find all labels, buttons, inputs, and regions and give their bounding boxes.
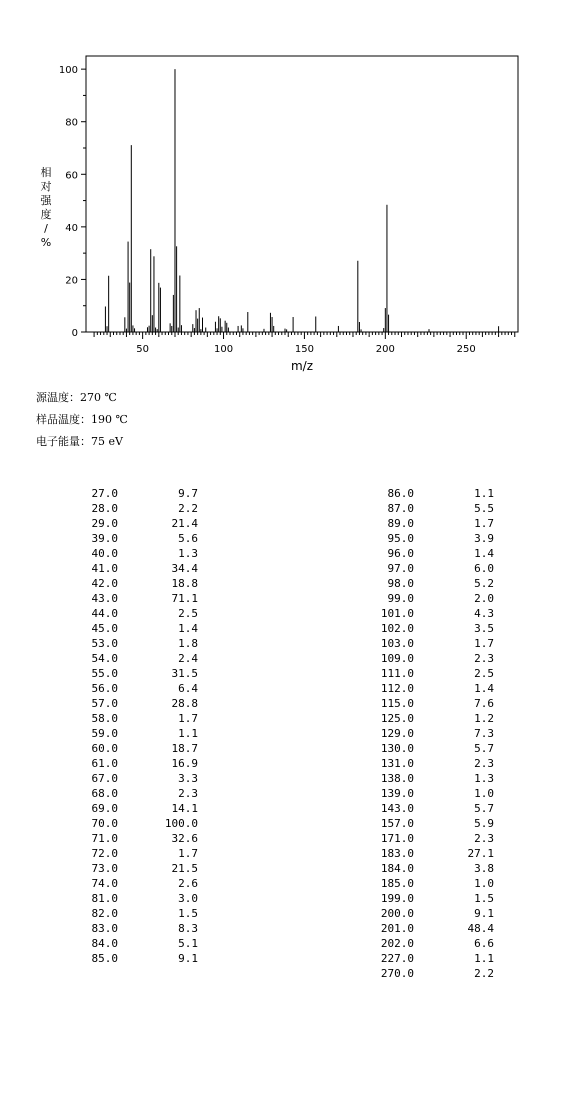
- peak-row: [382, 921, 494, 936]
- intensity-value: 5.1: [178, 937, 198, 950]
- mz-value: 53.0: [91, 637, 118, 650]
- mz-value: 40.0: [91, 547, 118, 560]
- x-tick-label: 200: [375, 344, 395, 355]
- intensity-value: 4.3: [474, 607, 494, 620]
- mz-value: 200.0: [380, 907, 414, 920]
- mz-value: 101.0: [380, 607, 414, 620]
- mz-value: 171.0: [380, 832, 414, 845]
- mz-value: 56.0: [91, 682, 118, 695]
- mz-value: 185.0: [380, 877, 414, 890]
- mz-value: 84.0: [91, 937, 118, 950]
- mz-value: 157.0: [380, 817, 414, 830]
- mz-value: 54.0: [91, 652, 118, 665]
- mz-value: 74.0: [91, 877, 118, 890]
- mz-value: 270.0: [380, 967, 414, 980]
- peak-row: [382, 876, 494, 891]
- intensity-value: 3.9: [474, 532, 494, 545]
- mz-value: 86.0: [387, 487, 414, 500]
- electron-energy: [36, 433, 123, 449]
- intensity-value: 2.4: [178, 652, 198, 665]
- intensity-value: 2.0: [474, 592, 494, 605]
- intensity-value: 3.5: [474, 622, 494, 635]
- intensity-value: 1.2: [474, 712, 494, 725]
- mz-value: 103.0: [380, 637, 414, 650]
- intensity-value: 5.9: [474, 817, 494, 830]
- intensity-value: 2.5: [178, 607, 198, 620]
- peak-row: [86, 501, 198, 516]
- peak-row: [86, 951, 198, 966]
- peak-row: [382, 576, 494, 591]
- peak-row: [86, 696, 198, 711]
- intensity-value: 1.4: [474, 547, 494, 560]
- y-tick-label: 80: [65, 117, 78, 129]
- sample-temperature: [36, 411, 128, 427]
- electron-energy-label: 电子能量：: [36, 435, 91, 448]
- intensity-value: 71.1: [171, 592, 198, 605]
- peak-row: [86, 861, 198, 876]
- mz-value: 131.0: [380, 757, 414, 770]
- peak-row: [86, 726, 198, 741]
- mz-value: 73.0: [91, 862, 118, 875]
- peak-row: [86, 486, 198, 501]
- y-tick-label: 0: [71, 328, 78, 339]
- intensity-value: 27.1: [467, 847, 494, 860]
- peak-row: [382, 816, 494, 831]
- intensity-value: 31.5: [171, 667, 198, 680]
- mz-value: 87.0: [387, 502, 414, 515]
- peak-row: [382, 696, 494, 711]
- intensity-value: 5.7: [474, 742, 494, 755]
- intensity-value: 100.0: [164, 817, 198, 830]
- intensity-value: 6.6: [474, 937, 494, 950]
- mz-value: 67.0: [91, 772, 118, 785]
- mz-value: 45.0: [91, 622, 118, 635]
- y-tick-label: 20: [65, 275, 78, 287]
- peak-table-right: [382, 486, 494, 981]
- intensity-value: 28.8: [171, 697, 198, 710]
- sample-temperature-label: 样品温度：: [36, 413, 91, 426]
- peak-row: [382, 591, 494, 606]
- intensity-value: 1.7: [474, 517, 494, 530]
- mz-value: 98.0: [387, 577, 414, 590]
- x-tick-label: 50: [136, 344, 149, 355]
- peak-row: [382, 681, 494, 696]
- peak-row: [382, 531, 494, 546]
- intensity-value: 5.7: [474, 802, 494, 815]
- intensity-value: 3.3: [178, 772, 198, 785]
- peak-row: [382, 741, 494, 756]
- peak-row: [382, 906, 494, 921]
- mz-value: 111.0: [380, 667, 414, 680]
- y-tick-label: 40: [65, 222, 78, 234]
- peak-row: [86, 546, 198, 561]
- x-tick-label: 250: [456, 344, 476, 355]
- intensity-value: 7.3: [474, 727, 494, 740]
- intensity-value: 1.0: [474, 787, 494, 800]
- intensity-value: 1.4: [474, 682, 494, 695]
- intensity-value: 16.9: [171, 757, 198, 770]
- peak-row: [382, 666, 494, 681]
- peak-row: [86, 711, 198, 726]
- intensity-value: 6.0: [474, 562, 494, 575]
- peak-row: [86, 891, 198, 906]
- mz-value: 199.0: [380, 892, 414, 905]
- peak-row: [86, 636, 198, 651]
- intensity-value: 2.3: [474, 832, 494, 845]
- mz-value: 112.0: [380, 682, 414, 695]
- x-axis-label: m/z: [290, 359, 314, 373]
- chart-axes: [41, 56, 519, 373]
- mz-value: 29.0: [91, 517, 118, 530]
- peak-row: [86, 531, 198, 546]
- mz-value: 82.0: [91, 907, 118, 920]
- intensity-value: 1.1: [178, 727, 198, 740]
- intensity-value: 5.2: [474, 577, 494, 590]
- intensity-value: 48.4: [467, 922, 494, 935]
- source-temperature-label: 源温度：: [36, 391, 80, 404]
- intensity-value: 2.5: [474, 667, 494, 680]
- mz-value: 89.0: [387, 517, 414, 530]
- mz-value: 83.0: [91, 922, 118, 935]
- intensity-value: 6.4: [178, 682, 198, 695]
- mz-value: 115.0: [380, 697, 414, 710]
- intensity-value: 7.6: [474, 697, 494, 710]
- mz-value: 85.0: [91, 952, 118, 965]
- mz-value: 201.0: [380, 922, 414, 935]
- peak-row: [86, 576, 198, 591]
- peak-row: [382, 546, 494, 561]
- mz-value: 97.0: [387, 562, 414, 575]
- sample-temperature-value: 190 ℃: [91, 413, 128, 426]
- peak-row: [382, 861, 494, 876]
- source-temperature-value: 270 ℃: [80, 391, 117, 404]
- mz-value: 69.0: [91, 802, 118, 815]
- mz-value: 70.0: [91, 817, 118, 830]
- mz-value: 41.0: [91, 562, 118, 575]
- peak-row: [86, 666, 198, 681]
- intensity-value: 1.5: [474, 892, 494, 905]
- peak-table-left: [86, 486, 198, 966]
- intensity-value: 1.1: [474, 487, 494, 500]
- mz-value: 59.0: [91, 727, 118, 740]
- peak-row: [382, 966, 494, 981]
- mz-value: 61.0: [91, 757, 118, 770]
- electron-energy-value: 75 eV: [91, 435, 123, 448]
- peak-row: [382, 606, 494, 621]
- peak-row: [86, 846, 198, 861]
- mz-value: 72.0: [91, 847, 118, 860]
- y-tick-label: 60: [65, 170, 78, 182]
- peak-row: [382, 561, 494, 576]
- x-tick-label: 150: [294, 344, 314, 355]
- mz-value: 138.0: [380, 772, 414, 785]
- mz-value: 71.0: [91, 832, 118, 845]
- peak-row: [382, 636, 494, 651]
- y-axis-label: 相对强度/ %: [40, 166, 52, 249]
- mz-value: 129.0: [380, 727, 414, 740]
- peak-row: [86, 561, 198, 576]
- peak-row: [86, 906, 198, 921]
- intensity-value: 9.1: [474, 907, 494, 920]
- intensity-value: 32.6: [171, 832, 198, 845]
- mz-value: 60.0: [91, 742, 118, 755]
- mz-value: 81.0: [91, 892, 118, 905]
- peak-row: [382, 771, 494, 786]
- peak-row: [382, 936, 494, 951]
- peak-row: [382, 786, 494, 801]
- intensity-value: 18.8: [171, 577, 198, 590]
- intensity-value: 5.5: [474, 502, 494, 515]
- mz-value: 27.0: [91, 487, 118, 500]
- mz-value: 109.0: [380, 652, 414, 665]
- intensity-value: 21.4: [171, 517, 198, 530]
- peak-row: [382, 501, 494, 516]
- mz-value: 95.0: [387, 532, 414, 545]
- peak-row: [382, 891, 494, 906]
- peak-row: [86, 756, 198, 771]
- peak-row: [382, 486, 494, 501]
- peak-row: [86, 741, 198, 756]
- intensity-value: 1.3: [474, 772, 494, 785]
- peak-row: [86, 591, 198, 606]
- mz-value: 99.0: [387, 592, 414, 605]
- intensity-value: 18.7: [171, 742, 198, 755]
- peak-row: [86, 801, 198, 816]
- intensity-value: 1.3: [178, 547, 198, 560]
- peak-row: [86, 516, 198, 531]
- mz-value: 143.0: [380, 802, 414, 815]
- source-temperature: [36, 389, 117, 405]
- intensity-value: 2.3: [474, 652, 494, 665]
- intensity-value: 8.3: [178, 922, 198, 935]
- peak-row: [382, 831, 494, 846]
- mz-value: 42.0: [91, 577, 118, 590]
- peak-row: [382, 756, 494, 771]
- intensity-value: 1.4: [178, 622, 198, 635]
- peak-row: [86, 876, 198, 891]
- intensity-value: 2.6: [178, 877, 198, 890]
- intensity-value: 1.5: [178, 907, 198, 920]
- intensity-value: 3.8: [474, 862, 494, 875]
- intensity-value: 21.5: [171, 862, 198, 875]
- mz-value: 57.0: [91, 697, 118, 710]
- x-tick-label: 100: [213, 344, 234, 355]
- intensity-value: 1.7: [178, 712, 198, 725]
- peak-row: [86, 681, 198, 696]
- mz-value: 130.0: [380, 742, 414, 755]
- mz-value: 44.0: [91, 607, 118, 620]
- peak-row: [382, 951, 494, 966]
- intensity-value: 14.1: [171, 802, 198, 815]
- intensity-value: 2.3: [474, 757, 494, 770]
- mass-spectrum-chart: [0, 0, 570, 380]
- intensity-value: 9.7: [178, 487, 198, 500]
- mz-value: 125.0: [380, 712, 414, 725]
- mz-value: 202.0: [380, 937, 414, 950]
- peak-row: [382, 801, 494, 816]
- peak-row: [86, 786, 198, 801]
- peak-row: [382, 516, 494, 531]
- intensity-value: 9.1: [178, 952, 198, 965]
- peak-row: [382, 726, 494, 741]
- mz-value: 68.0: [91, 787, 118, 800]
- intensity-value: 1.8: [178, 637, 198, 650]
- intensity-value: 1.0: [474, 877, 494, 890]
- mz-value: 43.0: [91, 592, 118, 605]
- peak-bars: [105, 69, 498, 332]
- mz-value: 183.0: [380, 847, 414, 860]
- mz-value: 102.0: [380, 622, 414, 635]
- peak-row: [86, 936, 198, 951]
- intensity-value: 3.0: [178, 892, 198, 905]
- peak-row: [86, 816, 198, 831]
- peak-row: [382, 621, 494, 636]
- mz-value: 39.0: [91, 532, 118, 545]
- intensity-value: 1.1: [474, 952, 494, 965]
- intensity-value: 34.4: [171, 562, 198, 575]
- intensity-value: 1.7: [178, 847, 198, 860]
- peak-row: [86, 606, 198, 621]
- mz-value: 96.0: [387, 547, 414, 560]
- intensity-value: 1.7: [474, 637, 494, 650]
- mz-value: 58.0: [91, 712, 118, 725]
- peak-row: [382, 651, 494, 666]
- peak-row: [86, 651, 198, 666]
- peak-row: [382, 711, 494, 726]
- intensity-value: 2.3: [178, 787, 198, 800]
- peak-row: [86, 621, 198, 636]
- peak-row: [382, 846, 494, 861]
- peak-row: [86, 771, 198, 786]
- mz-value: 139.0: [380, 787, 414, 800]
- peak-row: [86, 831, 198, 846]
- y-tick-label: 100: [58, 65, 78, 77]
- intensity-value: 2.2: [178, 502, 198, 515]
- intensity-value: 5.6: [178, 532, 198, 545]
- peak-row: [86, 921, 198, 936]
- mz-value: 227.0: [380, 952, 414, 965]
- intensity-value: 2.2: [474, 967, 494, 980]
- mz-value: 28.0: [91, 502, 118, 515]
- mz-value: 184.0: [380, 862, 414, 875]
- mz-value: 55.0: [91, 667, 118, 680]
